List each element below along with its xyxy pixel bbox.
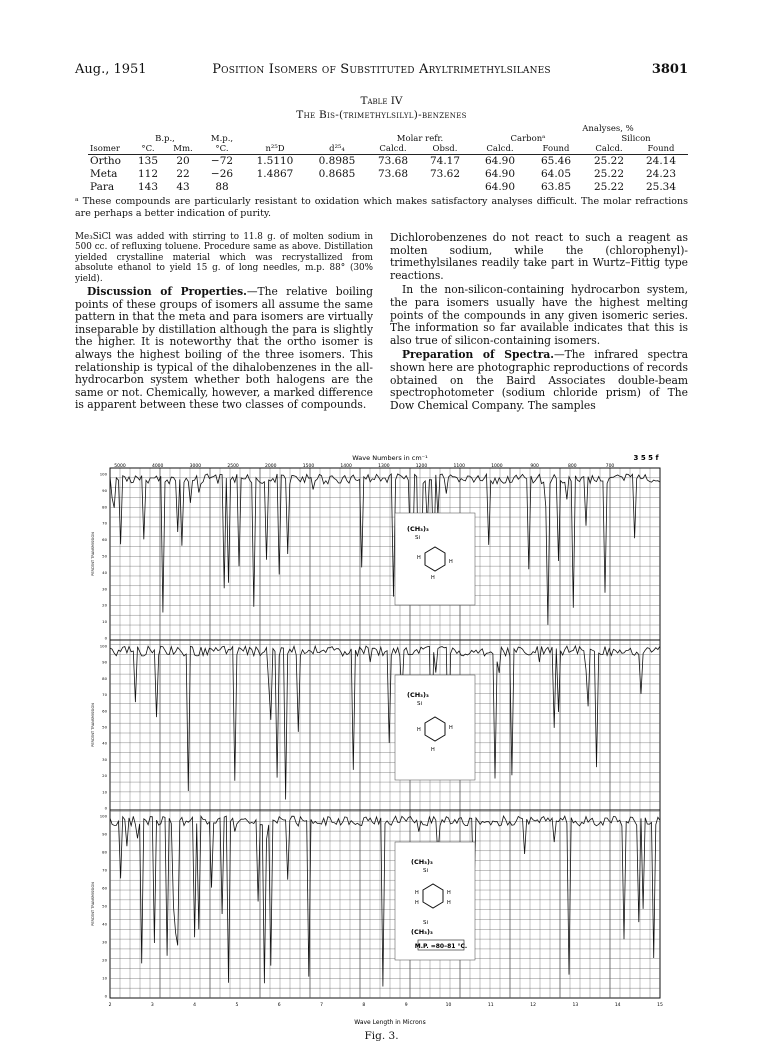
spectrum-trace (110, 646, 660, 800)
y-tick-label: 60 (102, 885, 107, 891)
cell-si-found: 24.14 (645, 155, 677, 167)
y-side-labels (91, 532, 95, 926)
hydrogen-label: H (431, 575, 435, 581)
bottom-tick-label: 3 (150, 1003, 154, 1008)
cell-bp-mm: 43 (176, 181, 190, 193)
y-tick-label: 0 (104, 805, 107, 811)
left-column (75, 232, 373, 414)
structure-group-label: (CH₃)₃ (407, 691, 429, 699)
cell-isomer: Meta (90, 168, 118, 180)
hydrogen-label: H (431, 747, 435, 753)
right-paragraph-2: In the non-silicon-containing hydrocarbon system, the para isomers usually have the highest melting points of the compounds in any given isomeric series. The information so far available indicates that this is also true of silicon-containing isomers. (390, 283, 688, 347)
header-mp-c: °C. (215, 144, 229, 154)
structure-si-label: Si (423, 868, 429, 874)
bottom-axis-label: Wave Length in Microns (354, 1019, 426, 1026)
cell-mp: −26 (210, 168, 234, 180)
spectrum-trace (110, 474, 660, 625)
hydrogen-label: H (449, 725, 453, 731)
y-tick-label: 100 (99, 471, 107, 477)
top-tick-label: 2000 (265, 464, 277, 469)
header-bp-c: °C. (141, 144, 155, 154)
cell-d (306, 181, 368, 194)
top-tick-label: 1200 (415, 464, 428, 469)
cell-bp-mm: 20 (176, 155, 190, 167)
right-column (390, 232, 688, 414)
data-table (88, 124, 688, 194)
preparation-text: —The infrared spectra shown here are photographic reproductions of records obtained on the Baird Associates double-beam spectrophotometer (sodium chloride prism) of The Dow Chemical Company. The samples (390, 348, 688, 412)
top-tick-label: 700 (605, 464, 615, 469)
cell-mr-calcd: 73.68 (377, 168, 409, 180)
bottom-tick-label: 14 (614, 1003, 621, 1008)
structure-si-label: Si (417, 701, 423, 707)
y-tick-label: 30 (102, 586, 107, 592)
header-si-found: Found (647, 144, 675, 154)
y-tick-label: 80 (102, 504, 107, 510)
top-tick-label: 3000 (189, 464, 202, 469)
header-page-number: 3801 (651, 62, 688, 77)
cell-d: 0.8985 (318, 155, 356, 167)
y-side-label: PERCENT TRANSMISSION (91, 703, 95, 747)
header-mp: M.p., (210, 134, 234, 144)
cell-bp-mm: 22 (176, 168, 190, 180)
y-tick-label: 20 (102, 602, 107, 608)
cell-c-calcd: 64.90 (484, 181, 516, 193)
bottom-tick-label: 13 (572, 1003, 579, 1008)
melting-point-label: M.P. =80–81 °C. (414, 943, 468, 950)
y-tick-label: 10 (102, 789, 107, 795)
header-c-found: Found (542, 144, 570, 154)
cell-mr-calcd (368, 181, 418, 194)
cell-mp: 88 (215, 181, 229, 193)
header-mr-calcd: Calcd. (379, 144, 407, 154)
bottom-tick-label: 4 (193, 1003, 197, 1008)
cell-c-found: 63.85 (540, 181, 572, 193)
cell-bp-c: 135 (137, 155, 159, 167)
top-tick-label: 1500 (302, 464, 315, 469)
y-tick-label: 90 (102, 659, 107, 665)
y-tick-label: 70 (102, 692, 107, 698)
cell-isomer: Ortho (90, 155, 121, 167)
cell-isomer: Para (90, 181, 115, 193)
structure-si-label: Si (415, 535, 421, 541)
top-tick-label: 1400 (340, 464, 352, 469)
bottom-tick-label: 15 (657, 1003, 663, 1008)
table-row (88, 181, 688, 194)
hydrogen-label: H (417, 555, 421, 561)
header-nd: n²⁵D (265, 144, 285, 154)
hydrogen-label: H (415, 900, 419, 906)
header-d: d²⁵₄ (329, 144, 345, 154)
table-title: The Bis-(trimethylsilyl)-benzenes (296, 109, 467, 121)
cell-nd (244, 181, 306, 194)
preparation-paragraph (390, 349, 688, 412)
top-tick-label: 900 (530, 464, 539, 469)
header-silicon: Silicon (621, 134, 651, 144)
ir-spectra-figure (90, 450, 690, 1030)
y-tick-label: 0 (104, 635, 107, 641)
discussion-text: —The relative boiling points of these groups of isomers all assume the same pattern in that the meta and para isomers are virtually inseparable by distillation although the para is slightly the higher. It is noteworthy that the ortho isomer is always the highest boiling of the three isomers. This relationship is typical of the dihalobenzenes in the all-hydrocarbon system whether both halogens are the same or not. Chemically, however, a marked difference is apparent between these two classes of compounds. (75, 285, 373, 412)
cell-mr-obsd: 73.62 (429, 168, 461, 180)
hydrogen-label: H (415, 890, 419, 896)
header-c-calcd: Calcd. (486, 144, 514, 154)
header-si-calcd: Calcd. (595, 144, 623, 154)
top-tick-label: 1300 (378, 464, 390, 469)
right-paragraph-1: Dichlorobenzenes do not react to such a reagent as molten sodium, while the (chlorophenyl)-trimethylsilanes readily take part in Wurtz–Fittig type reactions. (390, 231, 688, 282)
y-tick-label: 40 (102, 740, 107, 746)
y-tick-label: 40 (102, 569, 107, 575)
table-footnote: ᵃ These compounds are particularly resistant to oxidation which makes satisfactory analyses difficult. The molar refractions are perhaps a better indication of purity. (75, 196, 688, 219)
header-carbon: Carbonᵃ (510, 134, 546, 144)
cell-si-calcd: 25.22 (593, 181, 625, 193)
hydrogen-label: H (447, 900, 451, 906)
structure-group-label: (CH₃)₃ (411, 928, 433, 936)
bottom-tick-label: 5 (235, 1003, 239, 1008)
experimental-paragraph: Me₃SiCl was added with stirring to 11.8 g. of molten sodium in 500 cc. of refluxing toluene. Procedure same as above. Distillation yielded crystalline material which was recrystallized from absolute ethanol to yield 15 g. of long needles, m.p. 88° (30% yield). (75, 232, 373, 284)
y-tick-label: 90 (102, 487, 107, 493)
cell-c-found: 65.46 (540, 155, 572, 167)
y-tick-labels (100, 472, 108, 999)
y-tick-label: 10 (102, 975, 107, 981)
cell-d: 0.8685 (318, 168, 356, 180)
y-side-label: PERCENT TRANSMISSION (91, 882, 95, 926)
bottom-tick-label: 6 (277, 1003, 281, 1008)
bottom-tick-label: 12 (530, 1003, 536, 1008)
cell-si-found: 25.34 (645, 181, 677, 193)
cell-c-found: 64.05 (540, 168, 572, 180)
discussion-paragraph (75, 286, 373, 412)
top-tick-label: 2500 (227, 464, 239, 469)
cell-mr-calcd: 73.68 (377, 155, 409, 167)
header-analyses: Analyses, % (582, 124, 634, 134)
table-caption (75, 94, 688, 122)
cell-nd: 1.4867 (256, 168, 294, 180)
cell-si-calcd: 25.22 (593, 155, 625, 167)
y-tick-label: 10 (102, 619, 107, 625)
y-tick-label: 70 (102, 520, 107, 526)
table-row (88, 155, 688, 168)
y-tick-label: 20 (102, 773, 107, 779)
bottom-tick-labels (109, 1002, 663, 1008)
hydrogen-label: H (449, 559, 453, 565)
top-tick-label: 4000 (151, 464, 164, 469)
running-header (75, 62, 688, 80)
hydrogen-label: H (447, 890, 451, 896)
table-row (88, 168, 688, 181)
bottom-tick-label: 9 (404, 1003, 408, 1008)
header-date: Aug., 1951 (75, 62, 147, 77)
chart-grid (110, 468, 660, 998)
cell-mr-obsd: 74.17 (429, 155, 461, 167)
cell-c-calcd: 64.90 (484, 155, 516, 167)
y-tick-label: 60 (102, 537, 107, 543)
y-tick-label: 30 (102, 756, 107, 762)
bottom-tick-label: 10 (445, 1003, 452, 1008)
top-tick-label: 1000 (491, 464, 503, 469)
preparation-heading: Preparation of Spectra. (402, 348, 554, 362)
y-tick-label: 50 (102, 553, 107, 559)
header-isomer: Isomer (90, 144, 120, 154)
y-tick-label: 50 (102, 724, 107, 730)
y-tick-label: 100 (99, 643, 107, 649)
top-tick-label: 5000 (114, 464, 126, 469)
header-running-title: Position Isomers of Substituted Aryltrimethylsilanes (212, 62, 551, 77)
structure-inset-ortho (395, 513, 475, 605)
y-tick-label: 20 (102, 957, 107, 963)
cell-si-found: 24.23 (645, 168, 677, 180)
y-tick-label: 80 (102, 849, 107, 855)
bottom-tick-label: 2 (108, 1003, 112, 1008)
cell-si-calcd: 25.22 (593, 168, 625, 180)
structure-group-label: (CH₃)₃ (407, 525, 429, 533)
table-label: Table IV (360, 95, 403, 107)
y-tick-label: 0 (104, 993, 107, 999)
header-bp: B.p., (155, 134, 175, 144)
top-tick-label: 1100 (453, 464, 465, 469)
structure-si-label: Si (423, 920, 429, 926)
discussion-heading: Discussion of Properties. (87, 285, 247, 299)
y-tick-label: 60 (102, 708, 107, 714)
header-bp-mm: Mm. (173, 144, 193, 154)
y-tick-label: 80 (102, 675, 107, 681)
hydrogen-label: H (417, 727, 421, 733)
cell-mr-obsd (418, 181, 472, 194)
structure-group-label: (CH₃)₃ (411, 858, 433, 866)
header-mr-obsd: Obsd. (432, 144, 458, 154)
y-tick-label: 90 (102, 831, 107, 837)
y-tick-label: 30 (102, 939, 107, 945)
y-tick-label: 50 (102, 903, 107, 909)
figure-caption: Fig. 3. (364, 1030, 399, 1042)
bottom-tick-label: 7 (320, 1003, 323, 1008)
bottom-tick-label: 11 (487, 1003, 494, 1008)
y-tick-label: 100 (99, 813, 107, 819)
top-tick-label: 800 (568, 464, 577, 469)
cell-bp-c: 112 (137, 168, 159, 180)
y-side-label: PERCENT TRANSMISSION (91, 532, 95, 576)
bottom-tick-label: 8 (362, 1003, 366, 1008)
top-axis-label: Wave Numbers in cm⁻¹ (352, 454, 428, 462)
spectrum-trace (110, 816, 660, 987)
cell-mp: −72 (210, 155, 234, 167)
cell-c-calcd: 64.90 (484, 168, 516, 180)
y-tick-label: 70 (102, 867, 107, 873)
y-tick-label: 40 (102, 921, 107, 927)
header-molar-refr: Molar refr. (396, 134, 444, 144)
structure-inset-meta (395, 675, 475, 780)
cell-bp-c: 143 (137, 181, 159, 193)
cell-nd: 1.5110 (256, 155, 294, 167)
corner-label: 3 5 5 f (633, 454, 659, 462)
